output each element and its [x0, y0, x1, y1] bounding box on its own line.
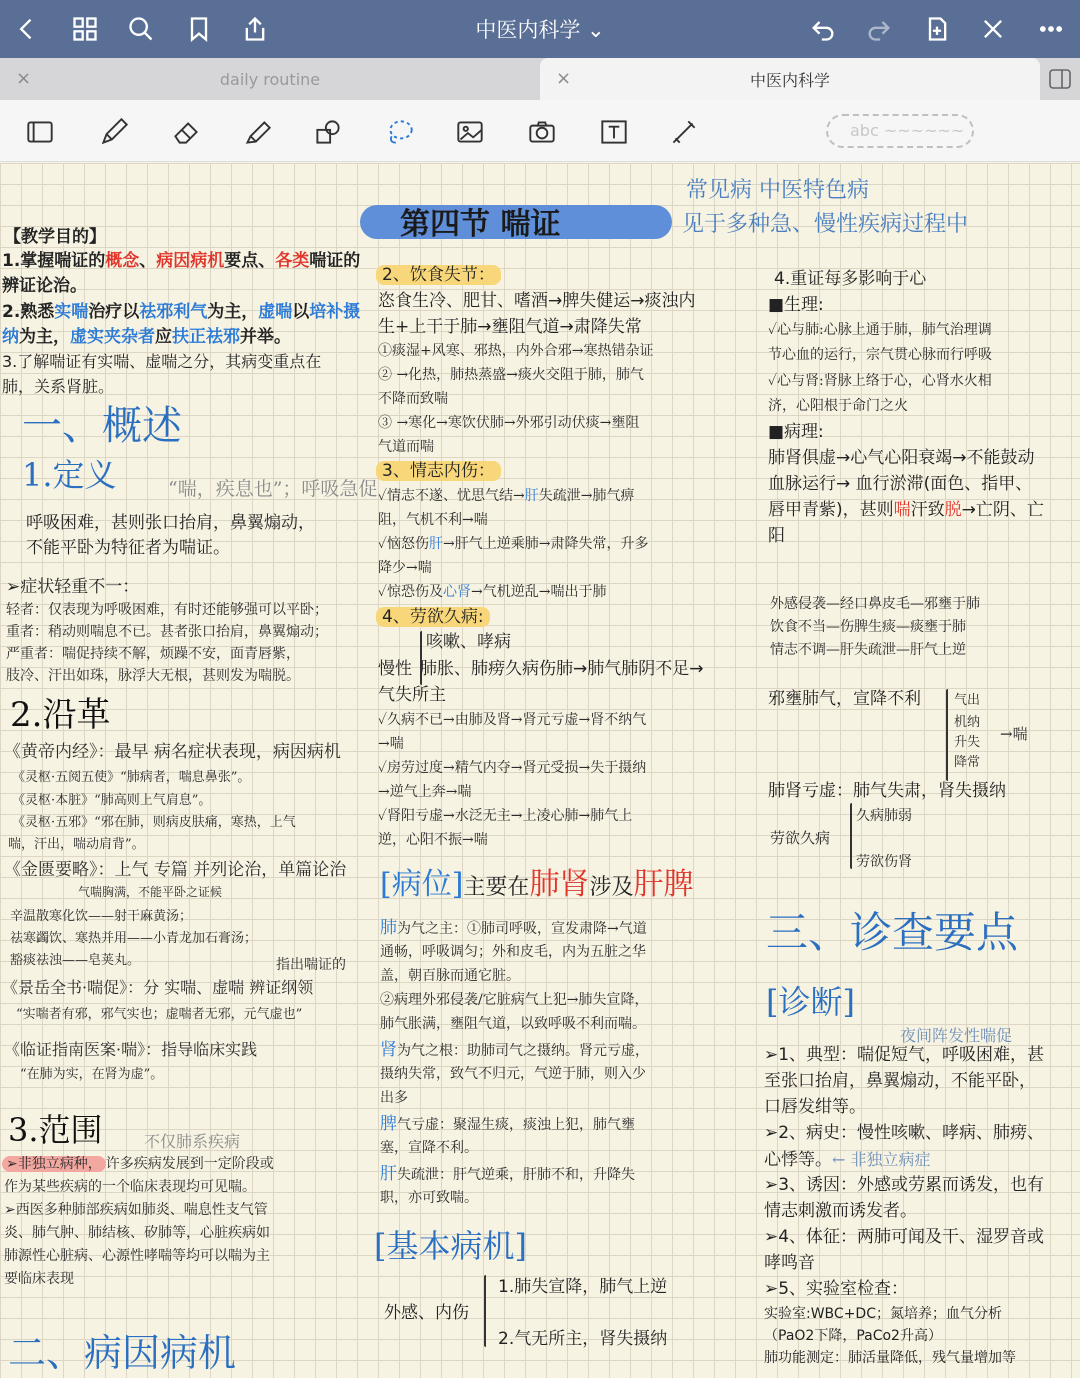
heading-basic-pathogenesis: [基本病机]	[374, 1227, 527, 1265]
note-line: ■生理:	[768, 295, 824, 315]
note-line: 4.重证每多影响于心	[774, 269, 927, 289]
note-line: 逆，心阳不振→喘	[378, 832, 488, 848]
note-line: 机纳	[954, 715, 981, 730]
more-icon[interactable]	[1034, 12, 1068, 46]
note-line: ✓惊恐伤及心肾→气机逆乱→喘出于肺	[378, 584, 607, 600]
tab-label: 中医内科学	[749, 70, 830, 90]
history-line: 《灵枢·五邪》“邪在肺，则病皮肤痛，寒热，上气	[12, 815, 296, 830]
document-title	[0, 14, 1080, 44]
note-line: 劳欲伤肾	[856, 854, 912, 870]
note-line: 节心血的运行，宗气贯心脉而行呼吸	[768, 347, 992, 363]
subsection-title: 2、饮食失节：	[376, 263, 501, 288]
heading-overview: 一、概述	[22, 403, 182, 449]
history-note: 指出喘证的	[276, 957, 346, 973]
back-icon[interactable]	[10, 12, 44, 46]
history-line: 《金匮要略》：上气 专篇 并列论治，单篇论治	[4, 860, 347, 880]
image-icon[interactable]	[450, 112, 490, 152]
history-line: 《临证指南医案·喘》：指导临床实践	[4, 1040, 258, 1059]
note-line: 塞，宣降不利。	[380, 1140, 478, 1156]
heading-diagnosis: [诊断]	[766, 983, 855, 1021]
severity-line: 严重者：喘促持续不解，烦躁不安，面青唇紫，	[6, 646, 300, 662]
note-line: 脾气亏虚：聚湿生痰，痰浊上犯，肺气壅	[380, 1114, 635, 1134]
note-line: ③ →寒化→寒饮伏肺→外邪引动伏痰→壅阻	[378, 415, 640, 431]
diagnosis-line: ➢4、体征：两肺可闻及干、湿罗音或	[764, 1227, 1045, 1247]
note-line: 生+上干于肺→壅阻气道→肃降失常	[378, 317, 642, 337]
camera-icon[interactable]	[522, 112, 562, 152]
note-line: 血脉运行→ 血行淤滞(面色、指甲、	[768, 474, 1033, 494]
diagnosis-line: 口唇发绀等。	[764, 1097, 866, 1117]
note-line: 1.肺失宣降，肺气上逆	[498, 1277, 668, 1297]
note-line: 邪壅肺气，宣降不利	[768, 689, 921, 709]
brace	[850, 803, 852, 869]
note-line: 降常	[954, 755, 981, 770]
note-line: 恣食生冷、肥甘、嗜酒→脾失健运→痰浊内	[378, 291, 696, 311]
undo-icon[interactable]	[806, 12, 840, 46]
note-line: ✓久病不已→由肺及肾→肾元亏虚→肾不纳气	[378, 712, 647, 728]
history-line: 祛寒蠲饮、寒热并用——小青龙加石膏汤；	[10, 931, 258, 946]
note-line: →喘	[1000, 725, 1028, 743]
definition-line-1: 呼吸困难，甚则张口抬肩，鼻翼煽动，	[26, 513, 315, 533]
severity-title: ➢症状轻重不一：	[6, 577, 140, 597]
note-line: 肺肾亏虚：肺气失肃，肾失摄纳	[768, 781, 1006, 801]
note-line: 气道而喘	[378, 439, 434, 455]
goal-line-1b: 辨证论治。	[2, 276, 87, 296]
note-line: 慢性 肺胀、肺痨久病伤肺→肺气肺阴不足→	[378, 659, 704, 679]
note-line: 气失所主	[378, 685, 446, 705]
heading-location: [病位]主要在肺肾涉及肝脾	[380, 867, 694, 902]
heading-examination: 三、诊查要点	[766, 908, 1019, 957]
laser-pointer-icon[interactable]	[664, 112, 704, 152]
note-line: ✓恼怒伤肝→肝气上逆乘肺→肃降失常，升多	[378, 536, 649, 552]
note-line: 外感、内伤	[384, 1303, 469, 1323]
tab-close-icon[interactable]: ×	[16, 68, 32, 89]
note-line: ✓心与肾:肾脉上络于心，心肾水火相	[768, 373, 992, 389]
subsection-title: 3、情志内伤：	[376, 459, 501, 484]
diagnosis-line: 肺功能测定：肺活量降低，残气量增加等	[764, 1350, 1016, 1366]
note-line: ■病理:	[768, 422, 824, 442]
note-line: 阻，气机不利→喘	[378, 512, 488, 528]
pen-preview[interactable]: abc ~~~~~~	[826, 114, 974, 148]
history-line: 气喘胸满，不能平卧之证候	[78, 885, 223, 899]
scope-line: 作为某些疾病的一个临床表现均可见喘。	[4, 1179, 256, 1195]
note-line: 久病肺弱	[856, 808, 912, 824]
diagnosis-line: 哮鸣音	[764, 1253, 815, 1273]
title-dropdown[interactable]: 中医内科学 ⌄	[475, 18, 605, 42]
diagnosis-line: ➢1、典型：喘促短气，呼吸困难，甚	[764, 1045, 1045, 1065]
note-line: 不降而致喘	[378, 391, 448, 407]
scope-line: ➢西医多种肺部疾病如肺炎、喘息性支气管	[4, 1202, 268, 1218]
note-line: ✓房劳过度→精气内夺→肾元受损→失于摄纳	[378, 760, 647, 776]
eraser-icon[interactable]	[166, 112, 206, 152]
diagnosis-line: （PaO2下降，PaCo2升高）	[764, 1328, 942, 1344]
note-line: 咳嗽、哮病	[426, 632, 511, 652]
note-line: →喘	[378, 736, 404, 752]
note-line: 肾为气之根：助肺司气之摄纳。肾元亏虚，	[380, 1040, 649, 1060]
diagnosis-line: ➢5、实验室检查：	[764, 1279, 909, 1299]
scope-line: 要临床表现	[4, 1271, 74, 1287]
definition-line-2: 不能平卧为特征者为喘证。	[26, 538, 230, 558]
history-line: 《灵枢·本脏》“肺高则上气肩息”。	[12, 793, 212, 808]
diagnosis-line: ➢3、诱因：外感或劳累而诱发，也有	[764, 1175, 1045, 1195]
history-line: 豁痰祛浊——皂荚丸。	[10, 953, 141, 968]
note-column-right	[764, 163, 1080, 1378]
goal-title: 【教学目的】	[4, 227, 106, 247]
history-line: 《景岳全书·喘促》：分 实喘、虚喘 辨证纲领	[2, 978, 314, 997]
history-line: 喘，汗出，喘动肩背”。	[8, 837, 145, 852]
note-column-left	[0, 163, 378, 1378]
note-line: 降少→喘	[378, 560, 432, 576]
history-line: 《灵枢·五阅五使》“肺病者，喘息鼻张”。	[12, 770, 251, 785]
split-view-icon[interactable]	[1048, 68, 1072, 90]
note-line: 气出	[954, 693, 981, 708]
diagnosis-line: 至张口抬肩，鼻翼煽动，不能平卧，	[764, 1071, 1036, 1091]
grid-icon[interactable]	[68, 12, 102, 46]
scope-line: 炎、肺气肿、肺结核、矽肺等，心脏疾病如	[4, 1225, 270, 1241]
note-page[interactable]	[0, 163, 1080, 1378]
bookmark-icon[interactable]	[182, 12, 216, 46]
note-line: 盖，朝百脉而通它脏。	[380, 968, 520, 984]
note-line: 出多	[380, 1090, 408, 1106]
goal-line-3: 3.了解喘证有实喘、虚喘之分，其病变重点在	[2, 352, 322, 371]
scope-note: 不仅肺系疾病	[144, 1132, 241, 1151]
history-line: “实喘者有邪，邪气实也；虚喘者无邪，元气虚也”	[16, 1007, 303, 1022]
shapes-icon[interactable]	[308, 112, 348, 152]
add-page-icon[interactable]	[920, 12, 954, 46]
diagnosis-line: ➢2、病史：慢性咳嗽、哮病、肺痨、	[764, 1123, 1045, 1143]
lasso-icon[interactable]	[380, 112, 420, 152]
goal-line-3b: 肺，关系肾脏。	[2, 377, 115, 396]
brace	[484, 1275, 486, 1347]
share-icon[interactable]	[238, 12, 272, 46]
goal-line-2: 2.熟悉实喘治疗以祛邪利气为主，虚喘以培补摄	[2, 302, 361, 322]
tab-daily-routine[interactable]	[0, 58, 540, 100]
note-line: ①痰湿+风寒、邪热，内外合邪→寒热错杂证	[378, 343, 654, 359]
note-line: 升失	[954, 735, 981, 750]
pen-icon[interactable]	[94, 112, 134, 152]
note-line: 劳欲久病	[770, 829, 831, 847]
heading-etiology: 二、病因病机	[8, 1331, 237, 1375]
goal-line-1: 1.掌握喘证的概念、病因病机要点、各类喘证的	[2, 251, 361, 271]
note-line: 肺为气之主：①肺司呼吸，宣发肃降→气道	[380, 918, 647, 938]
section-note: 见于多种急、慢性疾病过程中	[682, 212, 969, 237]
note-line: ✓情志不遂、忧思气结→肝失疏泄→肺气痹	[378, 488, 635, 504]
heading-definition: 1.定义	[22, 456, 117, 494]
note-line: ✓肾阳亏虚→水泛无主→上凌心肺→肺气上	[378, 808, 633, 824]
scope-line: 肺源性心脏病、心源性哮喘等均可以喘为主	[4, 1248, 270, 1264]
note-line: 外感侵袭—经口鼻皮毛—邪壅于肺	[770, 596, 980, 612]
diagnosis-line: 心悸等。← 非独立病症	[764, 1150, 931, 1170]
note-line: 阳	[768, 526, 785, 546]
top-nav-bar	[0, 0, 1080, 58]
note-line: ② →化热，肺热蒸盛→痰火交阻于肺，肺气	[378, 367, 644, 383]
subsection-title: 4、劳欲久病:	[376, 605, 490, 630]
heading-scope: 3.范围	[8, 1111, 103, 1149]
redo-icon[interactable]	[862, 12, 896, 46]
note-line: 通畅，呼吸调匀；外和皮毛，内为五脏之华	[380, 944, 646, 960]
note-line: 唇甲青紫)，甚则喘汗致脱→亡阴、亡	[768, 500, 1044, 520]
drawing-toolbar	[0, 100, 1080, 162]
severity-line: 肢冷、汗出如珠，脉浮大无根，甚则发为喘脱。	[6, 668, 300, 684]
note-line: 2.气无所主，肾失摄纳	[498, 1329, 668, 1349]
note-line: →逆气上奔→喘	[378, 784, 472, 800]
tab-active-document[interactable]	[540, 58, 1040, 100]
diagnosis-note: 夜间阵发性喘促	[900, 1026, 1013, 1045]
severity-line: 重者：稍动则喘息不已。甚者张口抬肩，鼻翼煽动；	[6, 624, 328, 640]
section-note: 常见病 中医特色病	[686, 178, 869, 203]
diagnosis-line: 情志刺激而诱发者。	[764, 1201, 917, 1221]
diagnosis-line: 实验室:WBC+DC；氮培养；血气分析	[764, 1306, 1002, 1322]
note-line: 肺肾俱虚→心气心阳衰竭→不能鼓动	[768, 448, 1035, 468]
note-line: 情志不调—肝失疏泄—肝气上逆	[770, 642, 966, 658]
tab-bar	[0, 58, 1080, 100]
search-icon[interactable]	[124, 12, 158, 46]
read-mode-icon[interactable]	[20, 112, 60, 152]
note-line: ②病理外邪侵袭/它脏病气上犯→肺失宣降，	[380, 992, 649, 1008]
tools-icon[interactable]	[976, 12, 1010, 46]
note-line: 职，亦可致喘。	[380, 1190, 478, 1206]
note-line: 肝失疏泄：肝气逆乘，肝肺不和，升降失	[380, 1164, 635, 1184]
note-line: 摄纳失常，致气不归元，气逆于肺，则入少	[380, 1066, 646, 1082]
note-line: 饮食不当—伤脾生痰—痰壅于肺	[770, 619, 966, 635]
tab-label: daily routine	[219, 69, 321, 89]
history-line: “在肺为实，在肾为虚”。	[20, 1067, 164, 1082]
history-line: 《黄帝内经》：最早 病名症状表现，病因病机	[4, 742, 341, 762]
section-title: 第四节 喘证	[400, 207, 561, 242]
goal-line-2b: 纳为主，虚实夹杂者应扶正祛邪并举。	[2, 327, 291, 347]
scope-line: ➢非独立病种， 许多疾病发展到一定阶段或	[2, 1153, 274, 1176]
history-line: 辛温散寒化饮——射干麻黄汤；	[10, 909, 193, 924]
highlighter-icon[interactable]	[238, 112, 278, 152]
brace	[946, 689, 948, 781]
severity-line: 轻者：仅表现为呼吸困难，有时还能够强可以平卧；	[6, 602, 328, 618]
definition-note: “喘，疾息也”；呼吸急促	[168, 478, 378, 500]
heading-history: 2.沿革	[10, 695, 111, 735]
note-line: 肺气胀满，壅阻气道，以致呼吸不利而喘。	[380, 1016, 646, 1032]
note-line: 济，心阳根于命门之火	[768, 398, 908, 414]
note-line: ✓心与肺:心脉上通于肺，肺气治理调	[768, 322, 992, 338]
tab-close-icon[interactable]: ×	[556, 68, 572, 89]
text-tool-icon[interactable]	[594, 112, 634, 152]
